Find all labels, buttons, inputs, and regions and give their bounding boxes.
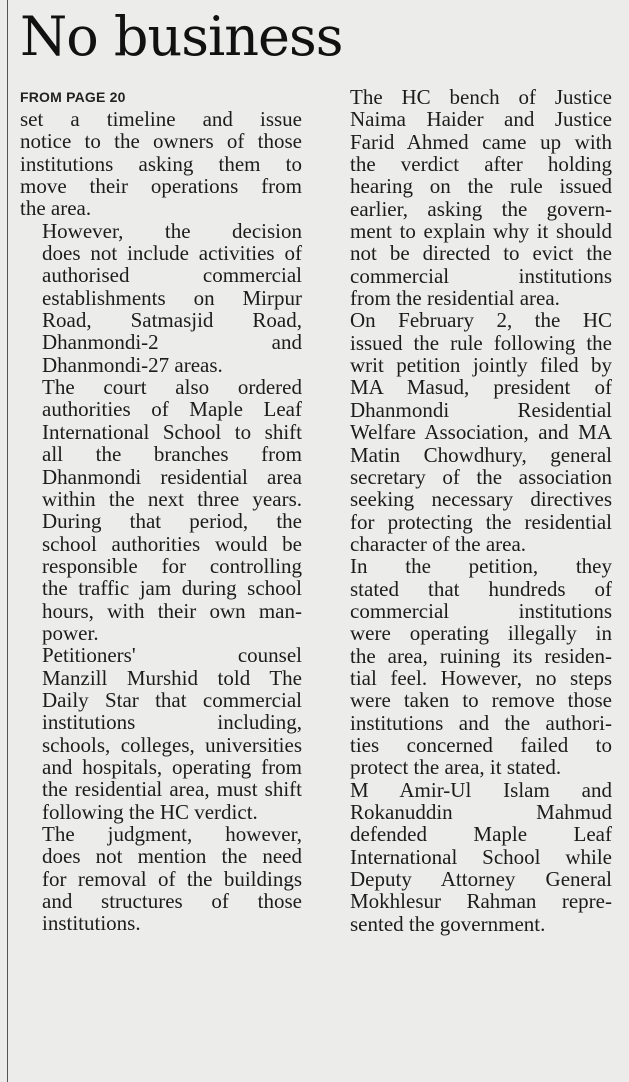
text-line: and hospitals, operating from [42, 754, 302, 779]
text-line: establishments on Mirpur [42, 285, 302, 310]
column-rule [7, 0, 8, 1082]
text-line: character of the area. [350, 531, 527, 556]
paragraph [20, 220, 302, 376]
text-line: International School while [350, 844, 612, 869]
text-line: The HC bench of Justice [350, 85, 612, 109]
text-line: stated that hundreds of [350, 576, 612, 601]
text-line: for protecting the residential [350, 509, 612, 534]
text-line: Naima Haider and Justice [350, 107, 612, 132]
paragraph [328, 555, 612, 778]
text-line: school authorities would be [42, 531, 302, 556]
text-line: seeking necessary directives [350, 487, 612, 512]
text-line: Welfare Association, and MA [350, 420, 612, 445]
text-line: following the HC verdict. [42, 799, 258, 824]
text-line: protect the area, it stated. [350, 755, 562, 780]
text-line: the traffic jam during school [42, 576, 302, 601]
text-line: and structures of those [42, 889, 302, 914]
text-line: all the branches from [42, 442, 302, 467]
text-line: within the next three years. [42, 486, 302, 511]
text-line: ment to explain why it should [350, 219, 612, 244]
text-line: the verdict after holding [350, 152, 612, 177]
text-line: for removal of the buildings [42, 866, 302, 891]
text-line: commercial institutions [350, 263, 612, 288]
text-line: Road, Satmasjid Road, [42, 308, 302, 333]
text-line: does not include activities of [42, 241, 302, 266]
text-line: International School to shift [42, 419, 302, 444]
text-line: However, the decision [42, 218, 302, 243]
text-line: The court also ordered [42, 375, 302, 400]
right-column [328, 86, 612, 935]
right-column-body [328, 86, 612, 935]
text-line: were operating illegally in [350, 621, 612, 646]
text-line: sented the government. [350, 911, 546, 936]
text-line: earlier, asking the govern- [350, 196, 612, 221]
text-line: Mokhlesur Rahman repre- [350, 889, 612, 914]
paragraph [328, 86, 612, 309]
text-line: Dhanmondi-2 and [42, 330, 302, 355]
text-line: institutions and the authori- [350, 710, 612, 735]
text-line: In the petition, they [350, 554, 612, 579]
text-line: Daily Star that commercial [42, 687, 302, 712]
paragraph [328, 779, 612, 935]
paragraph [20, 108, 302, 220]
text-line: Petitioners' counsel [42, 643, 302, 668]
text-line: schools, colleges, universities [42, 732, 302, 757]
text-line: institutions. [42, 911, 141, 936]
text-line: the area, ruining its residen- [350, 643, 612, 668]
text-line: Matin Chowdhury, general [350, 442, 612, 467]
left-column-body [20, 108, 302, 935]
text-line: issued the rule following the [350, 330, 612, 355]
text-line: were taken to remove those [350, 688, 612, 713]
text-line: The judgment, however, [42, 822, 302, 846]
text-line: institutions including, [42, 710, 302, 735]
text-line: hours, with their own man- [42, 598, 302, 623]
text-line: During that period, the [42, 509, 302, 534]
text-line: defended Maple Leaf [350, 822, 612, 847]
paragraph [20, 823, 302, 935]
text-line: Farid Ahmed came up with [350, 129, 612, 154]
text-line: the residential area, must shift [42, 777, 302, 802]
paragraph [20, 376, 302, 644]
text-line: does not mention the need [42, 844, 302, 869]
paragraph [20, 644, 302, 823]
text-line: Dhanmondi residential area [42, 464, 302, 489]
text-line: institutions asking them to [20, 151, 302, 176]
text-line: On February 2, the HC [350, 308, 612, 333]
text-line: Dhanmondi Residential [350, 397, 612, 422]
text-line: from the residential area. [350, 286, 560, 311]
text-line: power. [42, 620, 99, 645]
text-line: hearing on the rule issued [350, 174, 612, 199]
text-line: MA Masud, president of [350, 375, 612, 400]
text-line: set a timeline and issue [20, 107, 302, 131]
text-line: secretary of the association [350, 464, 612, 489]
text-line: not be directed to evict the [350, 241, 612, 266]
text-line: the area. [20, 196, 92, 221]
headline: No business [20, 5, 343, 68]
kicker: FROM PAGE 20 [20, 89, 126, 105]
paragraph [328, 309, 612, 555]
left-column [20, 86, 302, 935]
text-line: commercial institutions [350, 598, 612, 623]
text-line: Deputy Attorney General [350, 867, 612, 892]
text-line: notice to the owners of those [20, 129, 302, 154]
text-line: move their operations from [20, 174, 302, 199]
text-line: Manzill Murshid told The [42, 665, 302, 690]
text-line: Rokanuddin Mahmud [350, 800, 612, 824]
text-line: M Amir-Ul Islam and [350, 777, 612, 802]
text-line: tial feel. However, no steps [350, 665, 612, 690]
text-line: ties concerned failed to [350, 732, 612, 757]
text-line: responsible for controlling [42, 553, 302, 578]
text-line: authorities of Maple Leaf [42, 397, 302, 422]
text-line: Dhanmondi-27 areas. [42, 352, 223, 377]
text-line: authorised commercial [42, 263, 302, 288]
text-line: writ petition jointly filed by [350, 353, 612, 378]
